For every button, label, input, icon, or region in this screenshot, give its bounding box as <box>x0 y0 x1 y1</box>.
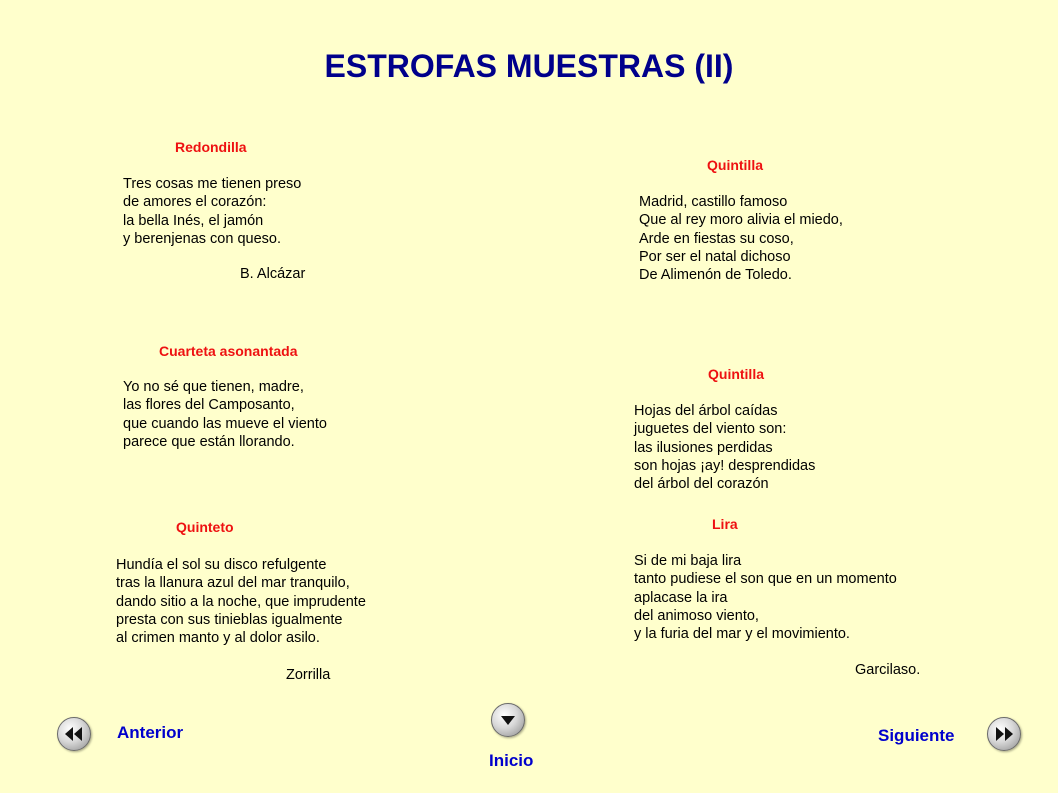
chevron-down-icon <box>492 704 524 736</box>
verse-line: Arde en fiestas su coso, <box>639 230 794 247</box>
verse-line: que cuando las mueve el viento <box>123 415 327 432</box>
page-title: ESTROFAS MUESTRAS (II) <box>324 48 734 84</box>
verse-line: son hojas ¡ay! desprendidas <box>634 457 816 474</box>
verse-line: De Alimenón de Toledo. <box>639 267 792 284</box>
verse-line: tras la llanura azul del mar tranquilo, <box>116 575 350 592</box>
verse-line: presta con sus tinieblas igualmente <box>116 611 343 628</box>
verse-line: del animoso viento, <box>634 607 759 624</box>
stanza-lines <box>116 556 366 647</box>
verse-line: parece que están llorando. <box>123 433 295 450</box>
stanza-title: Quintilla <box>707 157 763 173</box>
stanza-title: Redondilla <box>175 139 247 155</box>
verse-line: juguetes del viento son: <box>634 421 787 438</box>
stanza-title: Quintilla <box>708 366 764 382</box>
stanza-lines <box>634 402 815 493</box>
verse-line: Por ser el natal dichoso <box>639 248 791 265</box>
verse-line: dando sitio a la noche, que imprudente <box>116 593 366 610</box>
verse-line: la bella Inés, el jamón <box>123 212 264 229</box>
stanza-title: Quinteto <box>176 519 234 535</box>
verse-line: Hundía el sol su disco refulgente <box>116 557 327 573</box>
verse-line: Madrid, castillo famoso <box>639 194 788 210</box>
verse-line: Tres cosas me tienen preso <box>123 176 302 192</box>
verse-line: aplacase la ira <box>634 589 728 606</box>
stanza-title: Cuarteta asonantada <box>159 343 298 359</box>
next-link[interactable]: Siguiente <box>878 726 955 745</box>
verse-line: Yo no sé que tienen, madre, <box>123 379 304 395</box>
stanza-author: Garcilaso. <box>855 662 921 678</box>
previous-button[interactable] <box>57 717 91 751</box>
fast-forward-icon <box>988 718 1020 750</box>
stanza-lines <box>634 552 897 643</box>
next-button[interactable] <box>987 717 1021 751</box>
verse-line: al crimen manto y al dolor asilo. <box>116 630 320 647</box>
home-button[interactable] <box>491 703 525 737</box>
verse-line: tanto pudiese el son que en un momento <box>634 571 897 588</box>
verse-line: y berenjenas con queso. <box>123 230 281 247</box>
stanza-lines <box>639 193 843 284</box>
verse-line: las ilusiones perdidas <box>634 439 773 456</box>
verse-line: las flores del Camposanto, <box>123 397 295 414</box>
verse-line: Hojas del árbol caídas <box>634 403 778 419</box>
previous-link[interactable]: Anterior <box>117 723 184 742</box>
verse-line: Que al rey moro alivia el miedo, <box>639 212 843 229</box>
stanza-lines <box>123 175 301 248</box>
stanza-lines <box>123 378 327 451</box>
stanza-author: Zorrilla <box>286 667 331 683</box>
verse-line: Si de mi baja lira <box>634 553 742 569</box>
home-link[interactable]: Inicio <box>489 751 534 770</box>
stanza-title: Lira <box>712 516 738 532</box>
verse-line: de amores el corazón: <box>123 194 267 211</box>
verse-line: y la furia del mar y el movimiento. <box>634 626 850 643</box>
verse-line: del árbol del corazón <box>634 476 769 493</box>
stanza-author: B. Alcázar <box>240 266 306 282</box>
rewind-icon <box>58 718 90 750</box>
